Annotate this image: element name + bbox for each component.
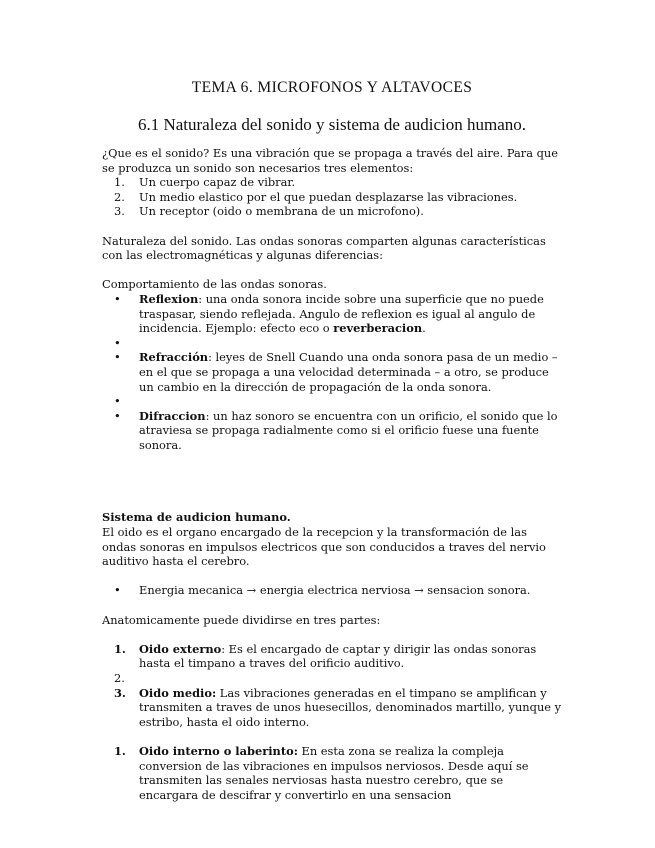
list-item-empty bbox=[102, 671, 562, 686]
list-item-difraccion bbox=[102, 409, 562, 453]
list-number: 2. bbox=[114, 671, 125, 685]
list-item bbox=[102, 204, 562, 219]
reflexion-end: . bbox=[422, 321, 426, 336]
term-inner: Oido interno o laberinto: bbox=[139, 743, 298, 758]
term-reverberacion: reverberacion bbox=[333, 321, 423, 336]
term-reflexion: Reflexion bbox=[139, 291, 199, 306]
list-item-energy bbox=[102, 583, 562, 598]
reflexion-text: : una onda sonora incide sobre una superficie que no puede traspasar, siendo reflejada. Angulo de reflexion es igual al angulo de incidencia. Ejemplo: efecto eco o bbox=[139, 291, 544, 336]
bullet-icon: • bbox=[114, 408, 121, 423]
term-external: Oido externo bbox=[139, 641, 222, 656]
list-item bbox=[102, 175, 562, 190]
list-item-text: Un cuerpo capaz de vibrar. bbox=[139, 175, 296, 190]
document-body bbox=[102, 78, 562, 802]
list-item-empty bbox=[102, 336, 562, 351]
list-item-text: Un receptor (oido o membrana de un microfono). bbox=[139, 204, 424, 219]
list-item-inner bbox=[102, 744, 562, 802]
hearing-paragraph: El oido es el organo encargado de la recepcion y la transformación de las ondas sonoras en impulsos electricos que son conducidos a traves del nervio auditivo hasta el cerebro. bbox=[102, 525, 546, 569]
list-number: 1. bbox=[114, 743, 126, 758]
behavior-list bbox=[102, 292, 562, 453]
energy-text: Energia mecanica → energia electrica nerviosa → sensacion sonora. bbox=[139, 583, 531, 598]
external-text: : Es el encargado de captar y dirigir las ondas sonoras hasta el timpano a traves del orificio auditivo. bbox=[139, 641, 537, 671]
energy-list bbox=[102, 583, 562, 598]
behavior-heading: Comportamiento de las ondas sonoras. bbox=[102, 277, 327, 292]
term-difraccion: Difraccion bbox=[139, 408, 206, 423]
term-middle: Oido medio: bbox=[139, 685, 217, 700]
bullet-icon: • bbox=[114, 583, 121, 598]
middle-text: Las vibraciones generadas en el timpano se amplifican y transmiten a traves de unos huesecillos, denominados martillo, yunque y estribo, hasta el oido interno. bbox=[139, 685, 562, 729]
parts-list bbox=[102, 642, 562, 730]
intro-paragraph: ¿Que es el sonido? Es una vibración que se propaga a través del aire. Para que se produzca un sonido son necesarios tres elementos: bbox=[102, 146, 558, 175]
list-number: 1. bbox=[114, 641, 126, 656]
nature-paragraph: Naturaleza del sonido. Las ondas sonoras comparten algunas características con las electromagnéticas y algunas diferencias: bbox=[102, 233, 546, 263]
bullet-icon: • bbox=[114, 350, 121, 365]
list-item-reflexion bbox=[102, 292, 562, 336]
difraccion-text: : un haz sonoro se encuentra con un orificio, el sonido que lo atraviesa se propaga radialmente como si el orificio fuese una fuente sonora. bbox=[139, 408, 558, 452]
bullet-icon: • bbox=[114, 394, 121, 409]
list-number: 1. bbox=[114, 175, 125, 190]
hearing-heading bbox=[102, 510, 562, 525]
list-item-text: Un medio elastico por el que puedan desplazarse las vibraciones. bbox=[139, 189, 518, 204]
bullet-icon: • bbox=[114, 335, 121, 350]
list-item-empty bbox=[102, 394, 562, 409]
page-title: TEMA 6. MICROFONOS Y ALTAVOCES bbox=[191, 79, 473, 96]
anatomy-paragraph: Anatomicamente puede dividirse en tres partes: bbox=[102, 612, 381, 627]
list-item-external bbox=[102, 642, 562, 671]
section-title: 6.1 Naturaleza del sonido y sistema de audicion humano. bbox=[137, 115, 527, 134]
list-number: 3. bbox=[114, 685, 126, 700]
list-number: 3. bbox=[114, 204, 125, 219]
list-item-middle bbox=[102, 686, 562, 730]
list-item bbox=[102, 190, 562, 205]
term-refraccion: Refracción bbox=[139, 350, 209, 365]
inner-text: En esta zona se realiza la compleja conversion de las vibraciones en impulsos nerviosos. Desde aquí se transmiten las senales nerviosas hasta nuestro cerebro, que se encargara de descifrar y convertirlo en una sensacion bbox=[139, 743, 529, 802]
list-item-refraccion bbox=[102, 350, 562, 394]
elements-list bbox=[102, 175, 562, 219]
hearing-heading-text: Sistema de audicion humano. bbox=[102, 510, 291, 525]
bullet-icon: • bbox=[114, 291, 121, 306]
inner-list bbox=[102, 744, 562, 802]
list-number: 2. bbox=[114, 189, 125, 204]
refraccion-text: : leyes de Snell Cuando una onda sonora pasa de un medio – en el que se propaga a una velocidad determinada – a otro, se produce un cambio en la dirección de propagación de la onda sonora. bbox=[139, 350, 558, 394]
